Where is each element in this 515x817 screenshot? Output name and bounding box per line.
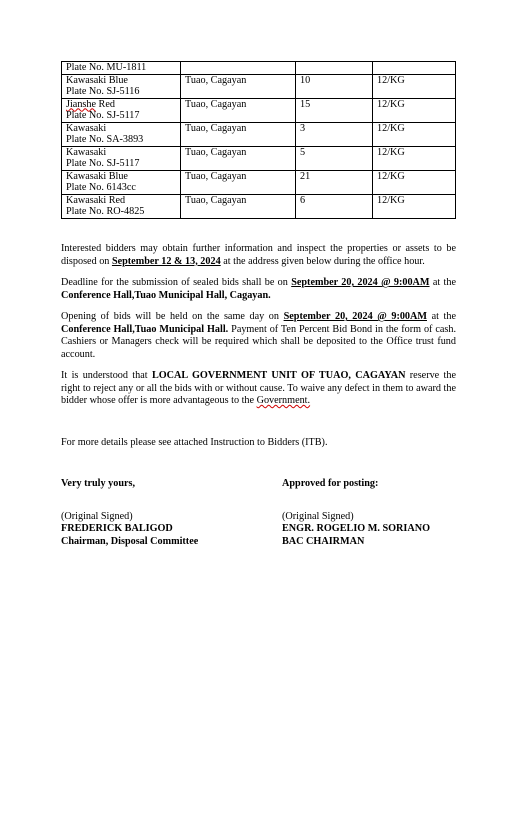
description-line: Jianshe Red	[66, 98, 115, 110]
signatory-title-right: BAC CHAIRMAN	[282, 535, 365, 547]
quantity-cell	[296, 62, 373, 75]
opening-paragraph	[61, 311, 456, 361]
description-line: Plate No. RO-4825	[66, 206, 145, 217]
inspection-paragraph	[61, 243, 456, 268]
table-row	[62, 170, 456, 194]
description-line: Kawasaki Red	[66, 194, 126, 206]
price-value: 12/KG	[377, 170, 405, 182]
location-cell	[181, 98, 296, 122]
price-cell	[373, 74, 456, 98]
signatory-title-left: Chairman, Disposal Committee	[61, 535, 199, 547]
price-value: 12/KG	[377, 74, 405, 86]
location-value: Tuao, Cagayan	[185, 74, 247, 86]
description-cell	[62, 122, 181, 146]
deadline-paragraph	[61, 277, 456, 302]
table-row	[62, 194, 456, 218]
lgu-name: LOCAL GOVERNMENT UNIT OF TUAO, CAGAYAN	[151, 370, 406, 381]
closing-left: Very truly yours,	[61, 478, 136, 489]
government-word: Government.	[256, 395, 311, 406]
quantity-value: 10	[300, 74, 311, 86]
location-cell	[181, 62, 296, 75]
signed-note-left: (Original Signed)	[61, 510, 133, 522]
opening-date: September 20, 2024 @ 9:00AM	[283, 311, 427, 322]
description-line: Kawasaki Blue	[66, 74, 128, 86]
items-table-body	[62, 62, 456, 219]
quantity-cell	[296, 74, 373, 98]
bid-bond-text: Payment of Ten Percent Bid Bond in the form of cash. Cashiers or Managers check will be required which shall be deposited to the Office trust fund account.	[61, 323, 457, 360]
opening-text-mid: at the	[427, 311, 456, 322]
table-row	[62, 74, 456, 98]
inspection-dates: September 12 & 13, 2024	[111, 255, 221, 267]
description-cell	[62, 74, 181, 98]
location-value: Tuao, Cagayan	[185, 146, 247, 158]
description-line: Plate No. SJ-5117	[66, 110, 140, 121]
left-signature-block	[61, 478, 198, 548]
opening-venue: Conference Hall,Tuao Municipal Hall.	[61, 323, 229, 335]
price-cell	[373, 122, 456, 146]
quantity-value: 3	[300, 122, 306, 134]
opening-text: Opening of bids will be held on the same day on	[61, 311, 284, 322]
items-table	[61, 61, 456, 219]
quantity-cell	[296, 194, 373, 218]
price-cell	[373, 170, 456, 194]
deadline-text-mid: at the	[429, 277, 456, 288]
description-line: Plate No. SJ-5117	[66, 158, 140, 169]
deadline-date: September 20, 2024 @ 9:00AM	[291, 277, 430, 288]
description-cell	[62, 194, 181, 218]
location-value: Tuao, Cagayan	[185, 98, 247, 110]
right-signature-block	[282, 478, 430, 548]
signatory-name-left: FREDERICK BALIGOD	[61, 523, 173, 534]
inspection-text: Interested bidders may obtain further information and inspect the properties or assets to be disposed on	[61, 243, 456, 267]
price-cell	[373, 62, 456, 75]
price-cell	[373, 146, 456, 170]
reservation-text-mid: reserve the right to reject any or all the bids with or without cause. To waive any defect in them to award the bidder whose offer is more advantageous to the	[61, 370, 456, 406]
deadline-text: Deadline for the submission of sealed bids shall be on	[61, 277, 292, 288]
signed-note-right: (Original Signed)	[282, 510, 354, 522]
reservation-text: It is understood that	[61, 370, 152, 381]
description-line: Kawasaki	[66, 146, 107, 158]
location-value: Tuao, Cagayan	[185, 122, 247, 134]
quantity-value: 6	[300, 194, 306, 206]
location-value: Tuao, Cagayan	[185, 194, 247, 206]
description-line: Kawasaki Blue	[66, 170, 128, 182]
location-cell	[181, 146, 296, 170]
quantity-cell	[296, 98, 373, 122]
description-cell	[62, 62, 181, 75]
inspection-text-end: at the address given below during the office hour.	[220, 255, 425, 267]
table-row	[62, 146, 456, 170]
location-cell	[181, 194, 296, 218]
quantity-value: 21	[300, 170, 311, 182]
location-value: Tuao, Cagayan	[185, 170, 247, 182]
location-cell	[181, 170, 296, 194]
price-cell	[373, 194, 456, 218]
price-value: 12/KG	[377, 98, 405, 110]
price-cell	[373, 98, 456, 122]
description-cell	[62, 170, 181, 194]
table-row	[62, 62, 456, 75]
quantity-cell	[296, 122, 373, 146]
deadline-venue: Conference Hall,Tuao Municipal Hall, Cagayan.	[61, 289, 271, 301]
quantity-cell	[296, 170, 373, 194]
table-row	[62, 98, 456, 122]
spellcheck-word: Jianshe	[66, 98, 96, 110]
table-row	[62, 122, 456, 146]
closing-right: Approved for posting:	[282, 478, 379, 489]
description-cell	[62, 98, 181, 122]
description-line: Plate No. 6143cc	[66, 182, 136, 193]
quantity-value: 15	[300, 98, 311, 110]
location-cell	[181, 122, 296, 146]
price-value: 12/KG	[377, 122, 405, 134]
description-line: Plate No. SJ-5116	[66, 86, 140, 97]
description-cell	[62, 146, 181, 170]
price-value: 12/KG	[377, 194, 405, 206]
location-cell	[181, 74, 296, 98]
quantity-cell	[296, 146, 373, 170]
description-line: Plate No. SA-3893	[66, 134, 144, 145]
itb-paragraph: For more details please see attached Instruction to Bidders (ITB).	[61, 437, 328, 448]
reservation-paragraph	[61, 370, 456, 408]
description-line: Plate No. MU-1811	[66, 62, 147, 73]
price-value: 12/KG	[377, 146, 405, 158]
quantity-value: 5	[300, 146, 306, 158]
description-line: Kawasaki	[66, 122, 107, 134]
signatory-name-right: ENGR. ROGELIO M. SORIANO	[282, 523, 431, 534]
